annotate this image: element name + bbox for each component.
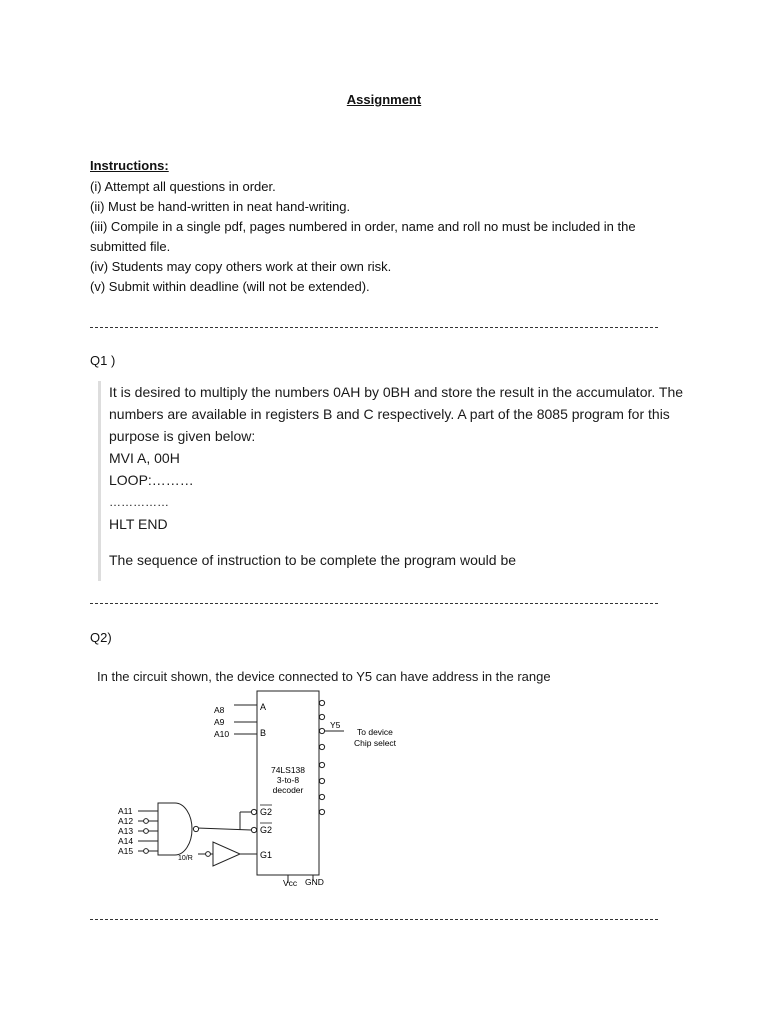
pin-a-label: A (260, 702, 267, 712)
instructions-heading: Instructions: (90, 158, 169, 173)
instruction-item: (iv) Students may copy others work at their own risk. (90, 259, 392, 274)
input-a11-label: A11 (118, 806, 133, 816)
device-label: To device (357, 727, 393, 737)
pin-g2b-label: G2 (260, 825, 273, 835)
instruction-item: (ii) Must be hand-written in neat hand-writing. (90, 199, 351, 214)
input-a12-label: A12 (118, 816, 134, 826)
chip-name-label: 74LS138 (270, 765, 306, 775)
input-a8-label: A8 (214, 705, 225, 715)
chip-type-label: 3-to-8 (276, 775, 300, 785)
instruction-item: (i) Attempt all questions in order. (90, 179, 276, 194)
chip-desc-label: decoder (272, 785, 304, 795)
q1-content (98, 381, 689, 581)
q1-code-line: LOOP:……… (109, 472, 194, 488)
section-divider (90, 603, 658, 604)
input-a14-label: A14 (118, 836, 134, 846)
pin-b-label: B (260, 728, 267, 738)
vcc-label: Vcc (283, 878, 298, 888)
io-label: 10/R (178, 855, 193, 862)
q1-code-line: HLT END (109, 516, 168, 532)
input-a10-label: A10 (214, 729, 230, 739)
document-title: Assignment (346, 92, 422, 107)
q2-text: In the circuit shown, the device connected to Y5 can have address in the range (97, 669, 551, 684)
instruction-item: (iii) Compile in a single pdf, pages numbered in order, name and roll no must be included in the submitted file. (90, 219, 636, 254)
input-a9-label: A9 (214, 717, 225, 727)
pin-g2a-label: G2 (260, 807, 273, 817)
instructions-list (90, 177, 650, 297)
decoder-circuit-diagram (100, 685, 430, 895)
gnd-label: GND (305, 877, 324, 887)
input-a15-label: A15 (118, 846, 134, 856)
nand-gate (158, 803, 192, 855)
section-divider (90, 919, 658, 920)
q1-code-line: MVI A, 00H (109, 450, 180, 466)
pin-g1-label: G1 (260, 850, 273, 860)
input-a13-label: A13 (118, 826, 134, 836)
output-bubbles (319, 700, 324, 814)
buffer-gate (213, 842, 240, 866)
instruction-item: (v) Submit within deadline (will not be extended). (90, 279, 370, 294)
section-divider (90, 327, 658, 328)
q1-text: It is desired to multiply the numbers 0AH by 0BH and store the result in the accumulator. The numbers are available in registers B and C respectively. A part of the 8085 program for this purpose is given below: (109, 384, 684, 444)
q1-code-line: …………… (109, 495, 169, 509)
q2-label: Q2) (90, 630, 112, 645)
q1-label: Q1 ) (90, 353, 116, 368)
q1-question: The sequence of instruction to be complete the program would be (109, 552, 517, 568)
y5-label: Y5 (330, 720, 341, 730)
chip-select-label: Chip select (354, 738, 397, 748)
